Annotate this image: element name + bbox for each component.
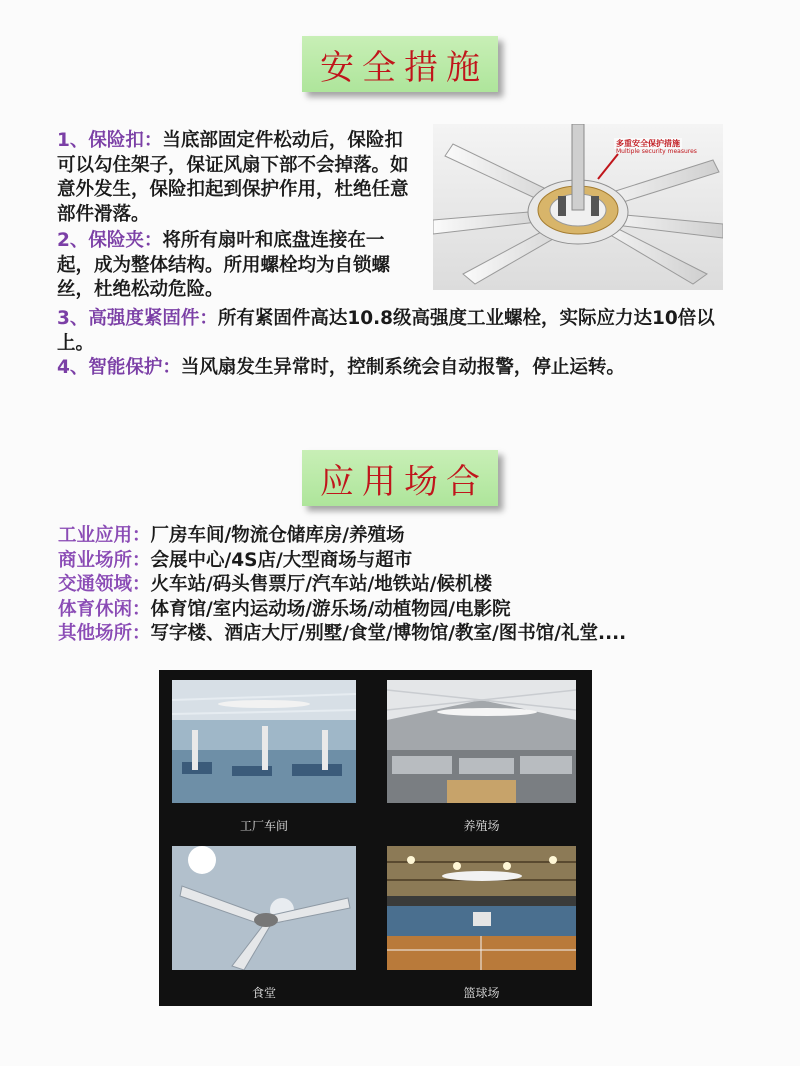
section-title-safety: 安全措施 — [302, 36, 498, 92]
application-item — [58, 524, 626, 549]
application-label: 其他场所： — [58, 623, 151, 644]
safety-item-label: 2、保险夹： — [57, 230, 163, 251]
breeding-farm-photo — [387, 680, 576, 803]
canteen-photo-caption: 食堂 — [251, 986, 276, 1000]
photo-caption: 多重安全保护措施 — [616, 139, 680, 148]
safety-item-text: 当风扇发生异常时，控制系统会自动报警，停止运转。 — [180, 357, 625, 378]
application-label: 工业应用： — [58, 525, 151, 546]
basketball-court-photo-caption: 篮球场 — [463, 986, 500, 1000]
basketball-court-photo — [387, 846, 576, 970]
application-list — [58, 524, 626, 647]
safety-item-2 — [57, 229, 407, 303]
application-item — [58, 598, 626, 623]
application-item — [58, 622, 626, 647]
safety-item-text: 当底部固定件松动后，保险扣可以勾住架子，保证风扇下部不会掉落。如意外发生，保险扣起到保护作用，杜绝任意部件滑落。 — [57, 130, 409, 225]
application-text: 体育馆/室内运动场/游乐场/动植物园/电影院 — [150, 598, 511, 620]
factory-photo — [172, 680, 356, 803]
safety-item-text: 将所有扇叶和底盘连接在一起，成为整体结构。所用螺栓均为自锁螺丝，杜绝松动危险。 — [57, 230, 391, 300]
safety-item-label: 3、高强度紧固件： — [57, 308, 218, 329]
application-text: 厂房车间/物流仓储库房/养殖场 — [150, 525, 405, 546]
application-item — [58, 549, 626, 574]
breeding-farm-photo-caption: 养殖场 — [463, 819, 500, 833]
factory-photo-caption: 工厂车间 — [239, 819, 288, 833]
safety-item-4 — [57, 356, 737, 381]
application-label: 交通领域： — [58, 574, 151, 595]
photo-caption-english: Multiple security measures — [616, 148, 697, 155]
application-label: 体育休闲： — [58, 598, 151, 620]
safety-item-label: 4、智能保护： — [57, 357, 181, 378]
safety-item-label: 1、保险扣： — [57, 130, 163, 151]
application-text: 会展中心/4S店/大型商场与超市 — [150, 549, 413, 571]
application-label: 商业场所： — [58, 549, 151, 571]
canteen-photo — [172, 846, 356, 970]
safety-item-3 — [57, 307, 737, 356]
application-photo-gallery — [159, 670, 592, 1006]
application-text: 火车站/码头售票厅/汽车站/地铁站/候机楼 — [150, 574, 493, 595]
safety-item-1 — [57, 129, 417, 227]
application-item — [58, 573, 626, 598]
safety-item-text: 所有紧固件高达10.8级高强度工业螺栓，实际应力达10倍以上。 — [57, 308, 715, 354]
section-title-applications: 应用场合 — [302, 450, 498, 506]
application-text: 写字楼、酒店大厅/别墅/食堂/博物馆/教室/图书馆/礼堂.... — [150, 623, 627, 644]
